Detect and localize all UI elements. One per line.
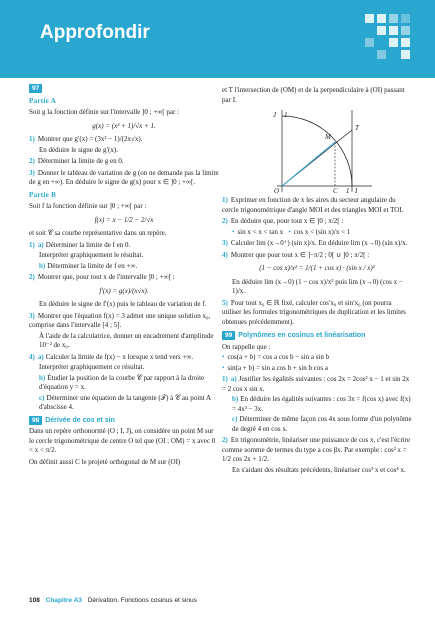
formula-g: g(x) = (x² + 1)/√x + 1. — [92, 121, 156, 130]
question-b1a: Déterminer la limite de f en 0. — [45, 240, 131, 249]
question-b4b: Étudier la position de la courbe 𝒞 par rapport à la droite d'équation y = x. — [39, 373, 205, 391]
chapter-title: Dérivation. Fonctions cosinus et sinus — [87, 597, 197, 604]
question-r3: Calculer lim (x→0⁺) (sin x)/x. En déduire lim (x→0) (sin x)/x. — [230, 239, 408, 247]
question-3: Donner le tableau de variation de g (on ne demande pas la limite de g en +∞). En déduire le signe de g(x) pour x ∈ ]0 ; +∞[. — [29, 168, 219, 186]
recall-text: On rappelle que : — [222, 342, 271, 351]
label-origin: O — [274, 187, 280, 195]
label-j: J — [273, 111, 277, 119]
question-b1b: Déterminer la limite de f en +∞. — [47, 261, 138, 270]
question-2: Déterminer la limite de g en 0. — [37, 157, 124, 165]
part-a-heading: Partie A — [29, 96, 57, 105]
question-r4: Montrer que pour tout x ∈ ]−π/2 ; 0[ ∪ ]0 ; π/2[ : — [230, 250, 370, 259]
formula-fprime: f′(x) = g(x)/(x√x). — [99, 286, 149, 295]
part-b-heading: Partie B — [29, 190, 57, 199]
question-99-1c: Déterminer de même façon cos 4x sous forme d'un polynôme de degré 4 en cos x. — [232, 415, 412, 433]
trig-circle-figure — [222, 108, 412, 194]
label-c: C — [333, 187, 338, 195]
intro-f: Soit f la fonction définie sur ]0 ; +∞[ par : — [29, 202, 147, 210]
label-one-x: 1 — [346, 187, 350, 195]
question-b4a-interpret: Interpréter graphiquement ce résultat. — [39, 363, 145, 371]
question-r2: En déduire que, pour tout x ∈ ]0 ; π/2[ : — [230, 217, 344, 225]
trig-circle-svg — [222, 108, 412, 194]
curve-definition: et soit 𝒞 sa courbe représentative dans un repère. — [29, 229, 167, 237]
question-r5: Pour tout x₀ ∈ ℝ fixé, calculer cos′x₀ et sin′x₀ (on pourra utiliser les formules trigonométriques de duplication et les limites obtenues précédemment). — [222, 298, 406, 326]
question-99-2b: En s'aidant des résultats précédents, linéariser cos³ x et cos⁴ x. — [232, 465, 406, 474]
question-r1: Exprimer en fonction de x les aires du secteur angulaire du cercle trigonométrique d'angle MOI et des triangles MOI et TOI. — [222, 196, 404, 214]
question-b2b: En déduire le signe de f′(x) puis le tableau de variation de f. — [39, 300, 207, 308]
question-99-1a: Justifier les égalités suivantes : cos 2x = 2cos² x − 1 et sin 2x = 2 cos x sin x. — [222, 375, 410, 393]
label-i: I — [355, 187, 358, 195]
inequality-2: cos x < (sin x)/x < 1 — [293, 227, 351, 236]
right-column: et T l'intersection de (OM) et de la perpendiculaire à (OI) passant par I. O J 1 I 1 C M T 1) Exprimer en fonction de x les aires du secteur angulaire du cercle trigonométrique d'angle MOI et des triangles MOI et TOI. 2) En déduire que, pour tout x ∈ ]0 ; π/2[ : • sin x < x < tan x • cos x < (sin x)/x < 1 3) Calculer lim (x→0⁺) (sin x)/x. En déduire lim (x→0) (sin x)/x. 4) Montrer que pour tout x ∈ ]−π/2 ; 0[ ∪ ]0 ; π/2[ : (1 − cos x)/x² = 1/(1 + cos x) · (sin x / x)² En déduire lim (x→0) (1 − cos x)/x² puis lim (x→0) (cos x − 1)/x. 5) Pour tout x₀ ∈ ℝ fixé, calculer cos′x₀ et sin′x₀ (on pourra utiliser les formules trigonométriques de duplication et les limites obtenues précédemment). 99 Polynômes en cosinus et linéarisation On rappelle que : • cos(a + b) = cos a cos b − sin a sin b • sin(a + b) = sin a cos b + sin b cos a 1) a) Justifier les égalités suivantes : cos 2x = 2cos² x − 1 et sin 2x = 2 cos x sin x. b) En déduire les égalités suivantes : cos 3x = f(cos x) avec f(x) = 4x³ − 3x. c) Déterminer de même façon cos 4x sous forme d'un polynôme de degré 4 en cos x. 2) En trigonométrie, linéariser une puissance de cos x, c'est l'écrire comme somme de termes du type a cos βx. Par exemple : cos² x = 1/2 cos 2x + 1/2. En s'aidant des résultats précédents, linéariser cos³ x et cos⁴ x. — [222, 86, 412, 474]
label-t: T — [355, 124, 359, 132]
formula-f: f(x) = x − 1/2 − 2/√x — [94, 215, 154, 224]
exercise-number: 98 — [29, 416, 42, 425]
intro-g: Soit g la fonction définie sur l'intervalle ]0 ; +∞[ par : — [29, 108, 179, 116]
exercise-number: 97 — [29, 84, 42, 93]
exercise-title: Polynômes en cosinus et linéarisation — [238, 332, 366, 339]
formula-sin-sum: sin(a + b) = sin a cos b + sin b cos a — [227, 363, 328, 372]
label-m: M — [325, 133, 331, 141]
chapter-banner — [0, 0, 435, 78]
exercise-title: Dérivée de cos et sin — [45, 416, 115, 424]
formula-cos-sum: cos(a + b) = cos a cos b − sin a sin b — [227, 353, 330, 361]
question-1: Montrer que g′(x) = (3x² − 1)/(2x√x). — [37, 135, 143, 143]
page-footer — [29, 597, 197, 604]
exercise-number: 99 — [222, 331, 235, 340]
formula-cos: (1 − cos x)/x² = 1/(1 + cos x) · (sin x / x)² — [259, 264, 375, 272]
question-1b: En déduire le signe de g′(x). — [39, 145, 118, 154]
inequality-1: sin x < x < tan x — [237, 227, 284, 236]
question-b3b: À l'aide de la calculatrice, donner un encadrement d'amplitude 10⁻² de x₀. — [39, 331, 214, 349]
question-99-1b: En déduire les égalités suivantes : cos 3x = f(cos x) avec f(x) = 4x³ − 3x. — [232, 395, 411, 413]
ex98-text-2: On définit aussi C le projeté orthogonal de M sur (OI) — [29, 457, 181, 466]
question-b2: Montrer que, pour tout x de l'intervalle ]0 ; +∞[ : — [37, 273, 175, 281]
question-b4a: Calculer la limite de f(x) − x lorsque x tend vers +∞. — [45, 352, 194, 361]
banner-title: Approfondir — [40, 22, 150, 43]
question-b3: Montrer que l'équation f(x) = 3 admet une unique solution x₀, comprise dans l'intervalle [4 ; 5]. — [29, 311, 211, 329]
ex98-continuation: et T l'intersection de (OM) et de la perpendiculaire à (OI) passant par I. — [222, 86, 405, 104]
page-number: 108 — [29, 597, 40, 604]
question-b1a-interpret: Interpréter graphiquement le résultat. — [39, 251, 144, 259]
ex98-text: Dans un repère orthonormé (O ; I, J), on considère un point M sur le cercle trigonométrique de centre O tel que (OI ; OM) = x avec 0 < x < π/2. — [29, 427, 216, 454]
label-one-y: 1 — [284, 111, 288, 119]
question-99-2: En trigonométrie, linéariser une puissance de cos x, c'est l'écrire comme somme de termes du type a cos βx. Par exemple : cos² x = 1/2 cos 2x + 1/2. — [222, 436, 411, 463]
left-column: 97 Partie A Soit g la fonction définie sur l'intervalle ]0 ; +∞[ par : g(x) = (x² + 1)/√x + 1. 1) Montrer que g′(x) = (3x² − 1)/(2x√x). En déduire le signe de g′(x). 2) Déterminer la limite de g en 0. 3) Donner le tableau de variation de g (on ne demande pas la limite de g en +∞). En déduire le signe de g(x) pour x ∈ ]0 ; +∞[. Partie B Soit f la fonction définie sur ]0 ; +∞[ par : f(x) = x − 1/2 − 2/√x et soit 𝒞 sa courbe représentative dans un repère. 1) a) Déterminer la limite de f en 0. Interpréter graphiquement le résultat. b) Déterminer la limite de f en +∞. 2) Montrer que, pour tout x de l'intervalle ]0 ; +∞[ : f′(x) = g(x)/(x√x). En déduire le signe de f′(x) puis le tableau de variation de f. 3) Montrer que l'équation f(x) = 3 admet une unique solution x₀, comprise dans l'intervalle [4 ; 5]. À l'aide de la calculatrice, donner un encadrement d'amplitude 10⁻² de x₀. 4) a) Calculer la limite de f(x) − x lorsque x tend vers +∞. Interpréter graphiquement ce résultat. b) Étudier la position de la courbe 𝒞 par rapport à la droite d'équation y = x. c) Déterminer une équation de la tangente (𝒯) à 𝒞 au point A d'abscisse 4. 98 Dérivée de cos et sin Dans un repère orthonormé (O ; I, J), on considère un point M sur le cercle trigonométrique de centre O tel que (OI ; OM) = x avec 0 < x < π/2. On définit aussi C le projeté orthogonal de M sur (OI) — [29, 85, 219, 466]
question-b4c: Déterminer une équation de la tangente (𝒯) à 𝒞 au point A d'abscisse 4. — [39, 393, 211, 411]
chapter-label: Chapitre A3 — [45, 597, 82, 604]
question-r4b: En déduire lim (x→0) (1 − cos x)/x² puis lim (x→0) (cos x − 1)/x. — [232, 277, 403, 295]
grid-decoration — [365, 14, 421, 70]
